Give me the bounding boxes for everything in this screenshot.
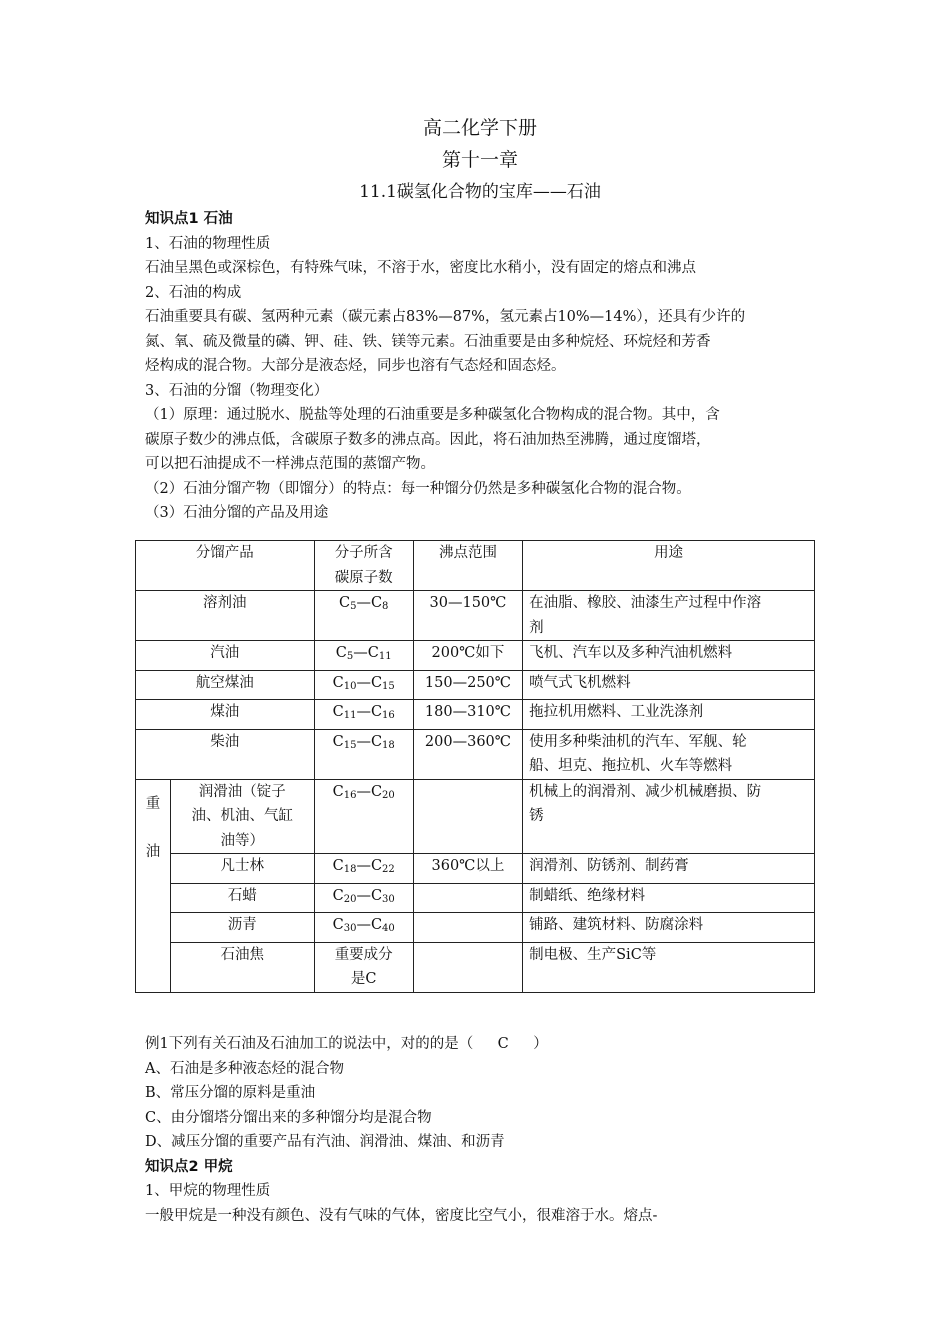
kp1-s3-p1-line: 可以把石油提成不一样沸点范围的蒸馏产物。 [145,456,435,472]
example-option: D、减压分馏的重要产品有汽油、润滑油、煤油、和沥青 [145,1134,505,1150]
table-row: 石蜡 $C_{20}—C_{30}$ 制蜡纸、绝缘材料 [136,883,815,913]
kp1-s2-line: 石油重要具有碳、氢两种元素（碳元素占83%—87%，氢元素占10%—14%），还具有少许的 [145,309,746,325]
kp2-heading: 知识点2 甲烷 [145,1158,233,1175]
table-row: 凡士林 $C_{18}—C_{22}$ 360℃以上 润滑剂、防锈剂、制药膏 [136,854,815,884]
section-title: 11.1碳氢化合物的宝库——石油 [359,182,601,202]
table-row: 煤油 $C_{11}—C_{16}$ 180—310℃ 拖拉机用燃料、工业洗涤剂 [136,700,815,730]
kp2-s1-title: 1、甲烷的物理性质 [145,1183,271,1199]
kp1-s2-title: 2、石油的构成 [145,284,242,301]
table-row: 沥青 $C_{30}—C_{40}$ 铺路、建筑材料、防腐涂料 [136,913,815,943]
kp1-s3-p3: （3）石油分馏的产品及用途 [145,505,329,521]
distillation-products-table [135,540,815,993]
header-boiling: 沸点范围 [413,541,522,591]
kp1-s3-title: 3、石油的分馏（物理变化） [145,382,329,399]
heavy-oil-label: 重 油 [136,779,171,992]
example-answer: C [497,1036,509,1052]
kp1-s3-p1-line: 碳原子数少的沸点低，含碳原子数多的沸点高。因此，将石油加热至沸腾，通过度馏塔， [145,431,711,448]
kp1-s1-text: 石油呈黑色或深棕色，有特殊气味，不溶于水，密度比水稍小，没有固定的熔点和沸点 [145,260,696,276]
header-usage: 用途 [523,541,815,591]
header-product: 分馏产品 [136,541,315,591]
kp1-s1-title: 1、石油的物理性质 [145,235,271,252]
example-option: B、常压分馏的原料是重油 [145,1085,316,1101]
kp1-s2-line: 烃构成的混合物。大部分是液态烃，同步也溶有气态烃和固态烃。 [145,358,566,374]
table-row: 溶剂油 $C_5—C_8$ 30—150℃ 在油脂、橡胶、油漆生产过程中作溶 剂 [136,591,815,641]
example-question: 例1下列有关石油及石油加工的说法中，对的的是（ C ） [145,1032,815,1057]
chapter-title: 第十一章 [441,149,518,171]
book-title: 高二化学下册 [422,117,537,139]
example-1 [145,1032,815,1228]
example-option: A、石油是多种液态烃的混合物 [145,1060,344,1077]
kp1-s2-line: 氮、氧、硫及微量的磷、钾、硅、铁、镁等元素。石油重要是由多种烷烃、环烷烃和芳香 [145,333,711,350]
table-row: 重 油 润滑油（锭子 油、机油、气缸 油等） $C_{16}—C_{20}$ 机械上的润滑剂、减少机械磨损、防 锈 [136,779,815,854]
table-row: 汽油 $C_5—C_{11}$ 200℃如下 飞机、汽车以及多种汽油机燃料 [136,641,815,671]
kp1-heading: 知识点1 石油 [145,211,233,227]
kp2-s1-text: 一般甲烷是一种没有颜色、没有气味的气体，密度比空气小，很难溶于水。熔点- [145,1207,658,1224]
kp1-s3-p1-line: （1）原理：通过脱水、脱盐等处理的石油重要是多种碳氢化合物构成的混合物。其中，含 [145,407,720,423]
example-option: C、由分馏塔分馏出来的多种馏分均是混合物 [145,1109,432,1126]
kp1-s3-p2: （2）石油分馏产物（即馏分）的特点：每一种馏分仍然是多种碳氢化合物的混合物。 [145,480,691,497]
header-carbon: 分子所含 碳原子数 [314,541,413,591]
knowledge-point-1 [145,207,815,526]
table-row: 航空煤油 $C_{10}—C_{15}$ 150—250℃ 喷气式飞机燃料 [136,670,815,700]
table-header-row [136,541,815,591]
table-row: 柴油 $C_{15}—C_{18}$ 200—360℃ 使用多种柴油机的汽车、军舰、轮 船、坦克、拖拉机、火车等燃料 [136,729,815,779]
table-row: 石油焦 重要成分 是C 制电极、生产SiC等 [136,942,815,992]
